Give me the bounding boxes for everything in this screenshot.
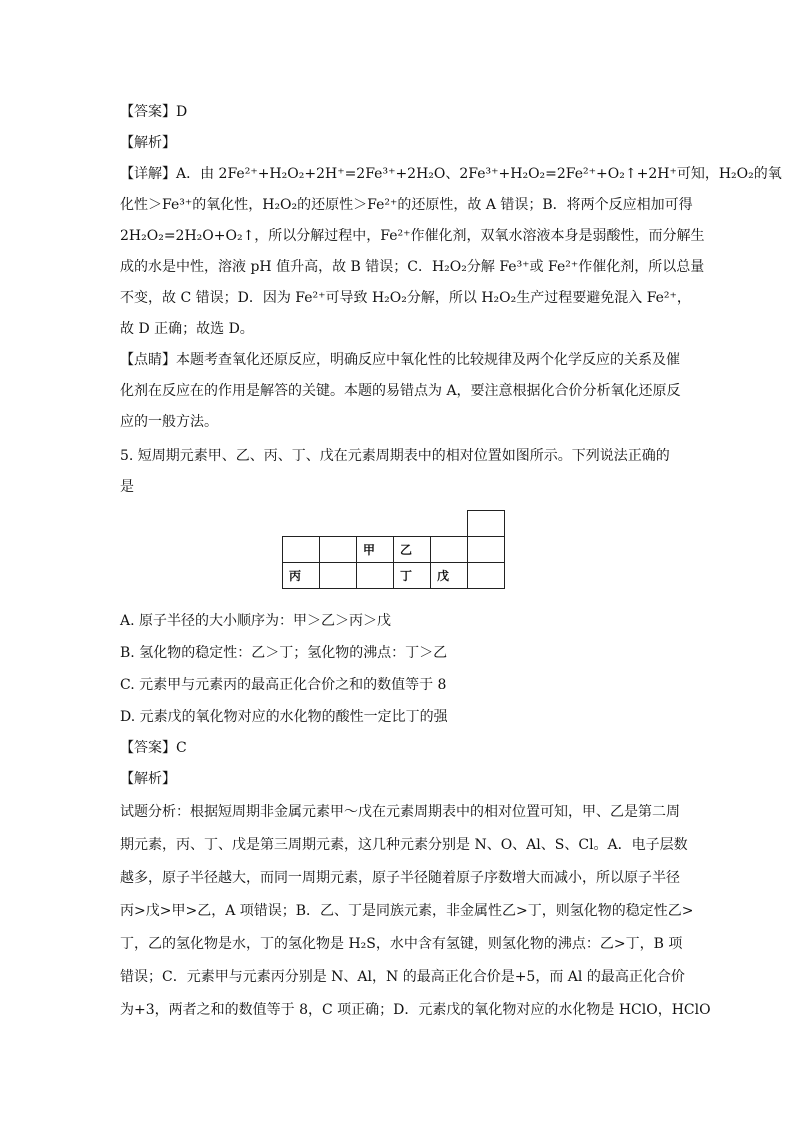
question-5-line: 5. 短周期元素甲、乙、丙、丁、戊在元素周期表中的相对位置如图所示。下列说法正确的 (120, 448, 670, 464)
table-cell (468, 563, 505, 589)
analysis-heading-1: 【解析】 (120, 135, 176, 151)
table-cell (394, 511, 431, 537)
explanation-line: 错误；C．元素甲与元素丙分别是 N、Al，N 的最高正化合价是+5，而 Al 的最高正化合价 (120, 969, 685, 985)
table-cell (320, 537, 357, 563)
table-cell (320, 511, 357, 537)
table-cell (283, 537, 320, 563)
element-wu: 戊 (431, 563, 468, 589)
option-a: A. 原子半径的大小顺序为：甲＞乙＞丙＞戊 (120, 613, 392, 629)
table-cell (468, 537, 505, 563)
table-cell (283, 511, 320, 537)
table-cell (320, 563, 357, 589)
explanation-line: 【详解】A．由 2Fe²⁺+H₂O₂+2H⁺=2Fe³⁺+2H₂O、2Fe³⁺+H₂O₂=2Fe²⁺+O₂↑+2H⁺可知，H₂O₂的氧 (120, 166, 782, 182)
explanation-line: 试题分析：根据短周期非金属元素甲～戊在元素周期表中的相对位置可知，甲、乙是第二周 (120, 804, 680, 820)
explanation-line: 丙>戊>甲>乙，A 项错误；B．乙、丁是同族元素，非金属性乙>丁，则氢化物的稳定性乙> (120, 903, 694, 919)
element-yi: 乙 (394, 537, 431, 563)
table-cell (357, 563, 394, 589)
table-cell (357, 511, 394, 537)
explanation-line: 故 D 正确；故选 D。 (120, 321, 254, 337)
explanation-line: 2H₂O₂=2H₂O+O₂↑，所以分解过程中，Fe²⁺作催化剂，双氧水溶液本身是弱酸性，而分解生 (120, 228, 705, 244)
explanation-line: 丁，乙的氢化物是水，丁的氢化物是 H₂S，水中含有氢键，则氢化物的沸点：乙>丁，B 项 (120, 936, 683, 952)
element-bing: 丙 (283, 563, 320, 589)
comment-line: 化剂在反应在的作用是解答的关键。本题的易错点为 A，要注意根据化合价分析氧化还原反 (120, 383, 681, 399)
explanation-line: 越多，原子半径越大，而同一周期元素，原子半径随着原子序数增大而减小，所以原子半径 (120, 870, 680, 886)
table-cell (431, 511, 468, 537)
answer-line-2: 【答案】C (120, 740, 187, 756)
option-b: B. 氢化物的稳定性：乙＞丁；氢化物的沸点：丁＞乙 (120, 645, 448, 661)
table-cell (468, 511, 505, 537)
explanation-line: 期元素，丙、丁、戊是第三周期元素，这几种元素分别是 N、O、Al、S、Cl。A．电子层数 (120, 837, 688, 853)
table-cell (431, 537, 468, 563)
option-c: C. 元素甲与元素丙的最高正化合价之和的数值等于 8 (120, 677, 447, 693)
question-5-line: 是 (120, 479, 134, 495)
explanation-line: 不变，故 C 错误；D．因为 Fe²⁺可导致 H₂O₂分解，所以 H₂O₂生产过程要避免混入 Fe²⁺， (120, 290, 691, 306)
explanation-line: 为+3，两者之和的数值等于 8，C 项正确；D．元素戊的氧化物对应的水化物是 HClO，HClO (120, 1002, 711, 1018)
answer-line-1: 【答案】D (120, 104, 188, 120)
explanation-line: 化性＞Fe³⁺的氧化性，H₂O₂的还原性＞Fe²⁺的还原性，故 A 错误；B．将两个反应相加可得 (120, 197, 693, 213)
analysis-heading-2: 【解析】 (120, 771, 176, 787)
periodic-table-fragment (282, 510, 505, 589)
element-ding: 丁 (394, 563, 431, 589)
option-d: D. 元素戊的氧化物对应的水化物的酸性一定比丁的强 (120, 709, 448, 725)
comment-line: 应的一般方法。 (120, 414, 218, 430)
explanation-line: 成的水是中性，溶液 pH 值升高，故 B 错误；C．H₂O₂分解 Fe³⁺或 Fe²⁺作催化剂，所以总量 (120, 259, 705, 275)
element-jia: 甲 (357, 537, 394, 563)
comment-line: 【点睛】本题考查氧化还原反应，明确反应中氧化性的比较规律及两个化学反应的关系及催 (120, 352, 680, 368)
